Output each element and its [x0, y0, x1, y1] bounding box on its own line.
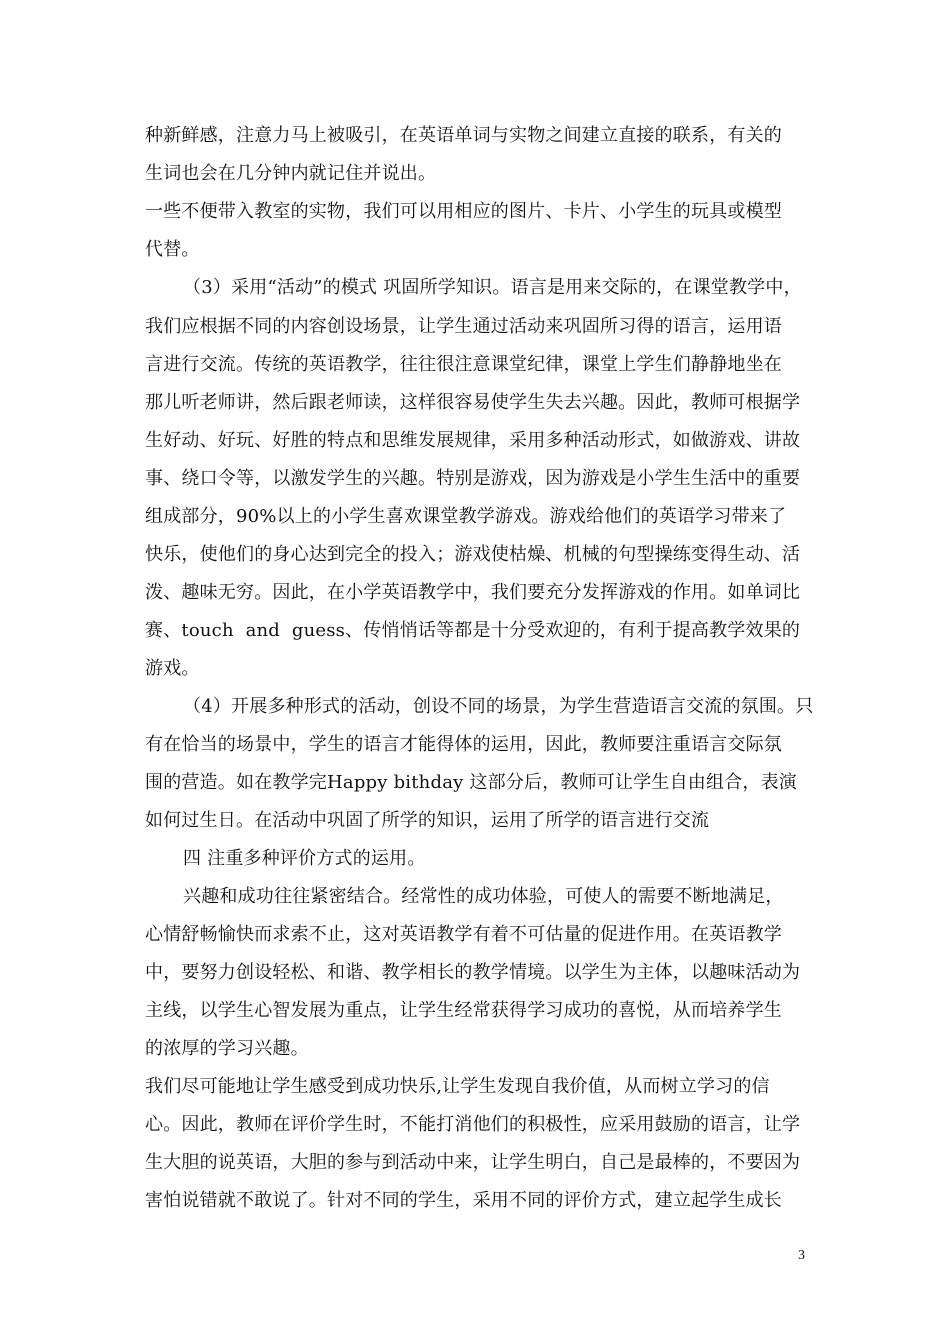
text-line: 言进行交流。传统的英语教学，往往很注意课堂纪律，课堂上学生们静静地坐在: [145, 354, 782, 375]
text-line: 中，要努力创设轻松、和谐、教学相长的教学情境。以学生为主体，以趣味活动为: [145, 962, 801, 983]
text-line: 生词也会在几分钟内就记住并说出。: [145, 163, 437, 184]
text-line: 有在恰当的场景中，学生的语言才能得体的运用，因此，教师要注重语言交际氛: [145, 734, 782, 755]
text-line: 主线，以学生心智发展为重点，让学生经常获得学习成功的喜悦，从而培养学生: [145, 1000, 782, 1021]
text-line: 兴趣和成功往往紧密结合。经常性的成功体验，可使人的需要不断地满足，: [183, 886, 784, 907]
text-line: 那儿听老师讲，然后跟老师读，这样很容易使学生失去兴趣。因此，教师可根据学: [145, 392, 801, 413]
text-line: （4）开展多种形式的活动，创设不同的场景，为学生营造语言交流的氛围。只: [183, 696, 814, 717]
text-line: 害怕说错就不敢说了。针对不同的学生，采用不同的评价方式，建立起学生成长: [145, 1190, 782, 1211]
text-line: 事、绕口令等，以激发学生的兴趣。特别是游戏，因为游戏是小学生生活中的重要: [145, 468, 801, 489]
text-line: 我们应根据不同的内容创设场景，让学生通过活动来巩固所习得的语言，运用语: [145, 316, 782, 337]
section-heading: 四 注重多种评价方式的运用。: [183, 848, 426, 869]
text-line: 围的营造。如在教学完Happy bithday 这部分后，教师可让学生自由组合，表演: [145, 772, 798, 793]
text-line: 代替。: [145, 239, 200, 260]
text-line: 游戏。: [145, 658, 200, 679]
page-number: 3: [798, 1248, 805, 1263]
text-line: 快乐，使他们的身心达到完全的投入；游戏使枯燥、机械的句型操练变得生动、活: [145, 544, 801, 565]
text-line: 一些不便带入教室的实物，我们可以用相应的图片、卡片、小学生的玩具或模型: [145, 201, 782, 222]
text-line: 生好动、好玩、好胜的特点和思维发展规律，采用多种活动形式，如做游戏、讲故: [145, 430, 801, 451]
text-line: 心情舒畅愉快而求索不止，这对英语教学有着不可估量的促进作用。在英语教学: [145, 924, 782, 945]
text-line: 我们尽可能地让学生感受到成功快乐,让学生发现自我价值，从而树立学习的信: [145, 1076, 770, 1097]
text-line: 如何过生日。在活动中巩固了所学的知识，运用了所学的语言进行交流: [145, 810, 710, 831]
text-line: 的浓厚的学习兴趣。: [145, 1038, 309, 1059]
text-line: 心。因此，教师在评价学生时，不能打消他们的积极性，应采用鼓励的语言，让学: [145, 1114, 801, 1135]
text-line: 生大胆的说英语，大胆的参与到活动中来，让学生明白，自己是最棒的，不要因为: [145, 1152, 801, 1173]
text-line: （3）采用“活动”的模式 巩固所学知识。语言是用来交际的，在课堂教学中，: [183, 277, 802, 298]
text-line: 组成部分，90%以上的小学生喜欢课堂教学游戏。游戏给他们的英语学习带来了: [145, 506, 787, 527]
text-line: 种新鲜感，注意力马上被吸引，在英语单词与实物之间建立直接的联系，有关的: [145, 125, 782, 146]
text-line: 赛、touch and guess、传悄悄话等都是十分受欢迎的，有利于提高教学效果的: [145, 620, 801, 641]
text-line: 泼、趣味无穷。因此，在小学英语教学中，我们要充分发挥游戏的作用。如单词比: [145, 582, 801, 603]
